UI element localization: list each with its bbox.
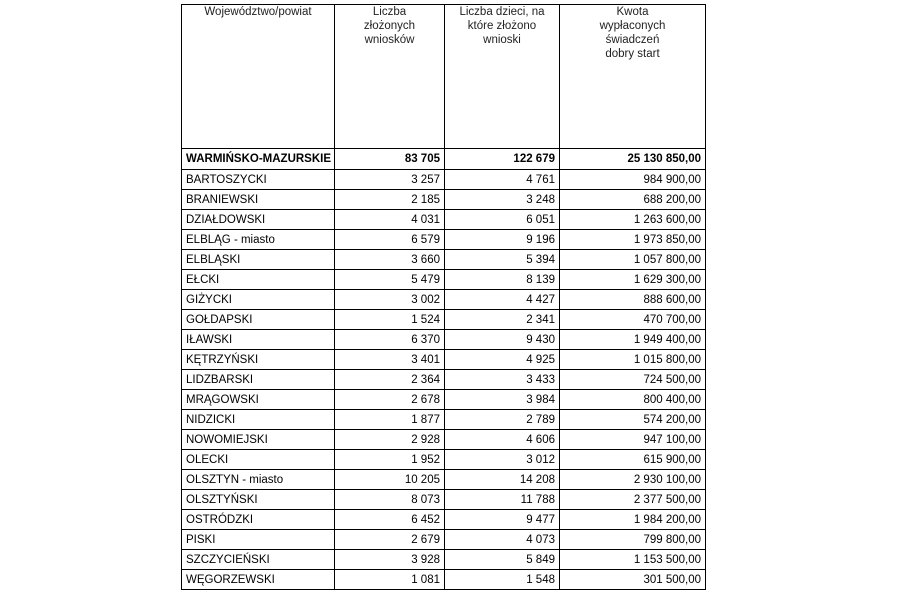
amount-cell: 574 200,00: [560, 410, 706, 430]
district-name: ELBLĄG - miasto: [182, 230, 335, 250]
district-name: NIDZICKI: [182, 410, 335, 430]
children-cell: 3 984: [445, 390, 560, 410]
table-row: [182, 230, 706, 250]
applications-cell: 1 081: [335, 570, 445, 590]
table-row: [182, 530, 706, 550]
amount-cell: 888 600,00: [560, 290, 706, 310]
amount-cell: 470 700,00: [560, 310, 706, 330]
applications-cell: 1 524: [335, 310, 445, 330]
applications-cell: 8 073: [335, 490, 445, 510]
total-applications: 83 705: [335, 149, 445, 170]
children-cell: 6 051: [445, 210, 560, 230]
amount-cell: 1 629 300,00: [560, 270, 706, 290]
district-name: PISKI: [182, 530, 335, 550]
children-cell: 4 925: [445, 350, 560, 370]
amount-cell: 1 057 800,00: [560, 250, 706, 270]
amount-cell: 984 900,00: [560, 170, 706, 190]
children-cell: 11 788: [445, 490, 560, 510]
children-cell: 1 548: [445, 570, 560, 590]
table-row: [182, 450, 706, 470]
header-applications: Liczba złożonych wniosków: [335, 5, 445, 149]
amount-cell: 947 100,00: [560, 430, 706, 450]
table-row: [182, 270, 706, 290]
district-name: GOŁDAPSKI: [182, 310, 335, 330]
table-row: [182, 430, 706, 450]
children-cell: 9 196: [445, 230, 560, 250]
children-cell: 8 139: [445, 270, 560, 290]
table-row: [182, 370, 706, 390]
table-row: [182, 490, 706, 510]
table-header: [182, 5, 706, 149]
table-row: [182, 390, 706, 410]
children-cell: 5 849: [445, 550, 560, 570]
table-row: [182, 570, 706, 590]
children-cell: 2 789: [445, 410, 560, 430]
children-cell: 4 606: [445, 430, 560, 450]
amount-cell: 1 984 200,00: [560, 510, 706, 530]
table-row: [182, 190, 706, 210]
table-row: [182, 510, 706, 530]
district-name: MRĄGOWSKI: [182, 390, 335, 410]
amount-cell: 1 263 600,00: [560, 210, 706, 230]
district-name: IŁAWSKI: [182, 330, 335, 350]
table-row: [182, 250, 706, 270]
table-row: [182, 330, 706, 350]
amount-cell: 2 377 500,00: [560, 490, 706, 510]
amount-cell: 688 200,00: [560, 190, 706, 210]
district-name: GIŻYCKI: [182, 290, 335, 310]
district-name: KĘTRZYŃSKI: [182, 350, 335, 370]
amount-cell: 1 973 850,00: [560, 230, 706, 250]
applications-cell: 3 401: [335, 350, 445, 370]
total-children: 122 679: [445, 149, 560, 170]
table-row: [182, 310, 706, 330]
district-name: OLSZTYŃSKI: [182, 490, 335, 510]
amount-cell: 615 900,00: [560, 450, 706, 470]
district-name: OLECKI: [182, 450, 335, 470]
amount-cell: 2 930 100,00: [560, 470, 706, 490]
header-region: Województwo/powiat: [182, 5, 335, 149]
header-children: Liczba dzieci, na które złożono wnioski: [445, 5, 560, 149]
table-row: [182, 550, 706, 570]
applications-cell: 3 002: [335, 290, 445, 310]
amount-cell: 1 153 500,00: [560, 550, 706, 570]
district-name: NOWOMIEJSKI: [182, 430, 335, 450]
total-amount: 25 130 850,00: [560, 149, 706, 170]
district-name: BARTOSZYCKI: [182, 170, 335, 190]
district-name: DZIAŁDOWSKI: [182, 210, 335, 230]
applications-cell: 3 928: [335, 550, 445, 570]
applications-cell: 1 877: [335, 410, 445, 430]
children-cell: 2 341: [445, 310, 560, 330]
total-row: [182, 149, 706, 170]
applications-cell: 6 579: [335, 230, 445, 250]
applications-cell: 2 679: [335, 530, 445, 550]
applications-cell: 2 928: [335, 430, 445, 450]
amount-cell: 301 500,00: [560, 570, 706, 590]
table-row: [182, 410, 706, 430]
table-row: [182, 350, 706, 370]
table-row: [182, 290, 706, 310]
amount-cell: 800 400,00: [560, 390, 706, 410]
applications-cell: 6 370: [335, 330, 445, 350]
applications-cell: 3 660: [335, 250, 445, 270]
children-cell: 4 427: [445, 290, 560, 310]
applications-cell: 4 031: [335, 210, 445, 230]
table-row: [182, 210, 706, 230]
children-cell: 3 012: [445, 450, 560, 470]
table-row: [182, 470, 706, 490]
applications-cell: 2 185: [335, 190, 445, 210]
district-name: LIDZBARSKI: [182, 370, 335, 390]
header-amount: Kwota wypłaconych świadczeń dobry start: [560, 5, 706, 149]
district-name: WĘGORZEWSKI: [182, 570, 335, 590]
total-name: WARMIŃSKO-MAZURSKIE: [182, 149, 335, 170]
district-name: OLSZTYN - miasto: [182, 470, 335, 490]
table-body: [182, 149, 706, 590]
district-name: BRANIEWSKI: [182, 190, 335, 210]
children-cell: 4 073: [445, 530, 560, 550]
applications-cell: 3 257: [335, 170, 445, 190]
applications-cell: 10 205: [335, 470, 445, 490]
applications-cell: 2 678: [335, 390, 445, 410]
children-cell: 4 761: [445, 170, 560, 190]
district-name: OSTRÓDZKI: [182, 510, 335, 530]
table-row: [182, 170, 706, 190]
children-cell: 9 430: [445, 330, 560, 350]
district-name: EŁCKI: [182, 270, 335, 290]
applications-cell: 1 952: [335, 450, 445, 470]
data-table: [181, 4, 706, 590]
children-cell: 9 477: [445, 510, 560, 530]
applications-cell: 2 364: [335, 370, 445, 390]
district-name: SZCZYCIEŃSKI: [182, 550, 335, 570]
amount-cell: 799 800,00: [560, 530, 706, 550]
children-cell: 3 248: [445, 190, 560, 210]
children-cell: 5 394: [445, 250, 560, 270]
header-row: [182, 5, 706, 149]
amount-cell: 1 015 800,00: [560, 350, 706, 370]
applications-cell: 5 479: [335, 270, 445, 290]
amount-cell: 1 949 400,00: [560, 330, 706, 350]
children-cell: 14 208: [445, 470, 560, 490]
applications-cell: 6 452: [335, 510, 445, 530]
children-cell: 3 433: [445, 370, 560, 390]
district-name: ELBLĄSKI: [182, 250, 335, 270]
amount-cell: 724 500,00: [560, 370, 706, 390]
